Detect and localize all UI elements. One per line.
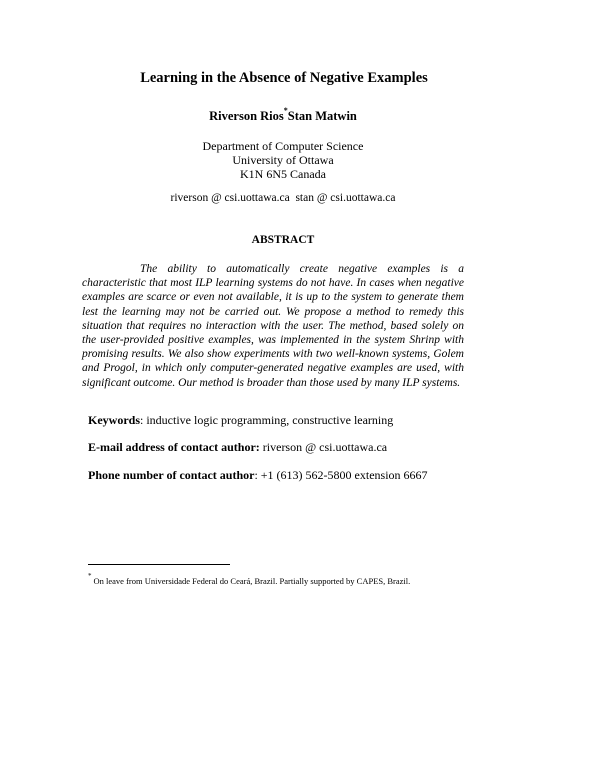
footnote-rule — [88, 564, 230, 565]
contact-email-line — [88, 440, 568, 455]
contact-email-label: E-mail address of contact author: — [88, 440, 260, 454]
contact-email-value: riverson @ csi.uottawa.ca — [259, 440, 388, 454]
author-emails: riverson @ csi.uottawa.ca stan @ csi.uottawa.ca — [170, 192, 396, 204]
paper-title: Learning in the Absence of Negative Examples — [140, 70, 428, 86]
keywords-label: Keywords — [88, 413, 140, 427]
keywords-value: : inductive logic programming, constructive learning — [140, 413, 394, 427]
affiliation-university: University of Ottawa — [232, 153, 334, 167]
contact-phone-value: : +1 (613) 562-5800 extension 6667 — [254, 468, 428, 482]
author-second: Stan Matwin — [287, 109, 357, 123]
affiliation-department: Department of Computer Science — [202, 139, 364, 153]
footnote-text: On leave from Universidade Federal do Ceará, Brazil. Partially supported by CAPES, Brazil. — [93, 576, 411, 586]
abstract-body: The ability to automatically create negative examples is a characteristic that most ILP learning systems do not have. In cases when negative examples are scarce or even not available, it is up to the system to generate them lest the learning may not be carried out. We propose a method to remedy this situation that requires no interaction with the user. The method, based solely on the user-provided positive examples, was implemented in the system Shrinp with promising results. We also show experiments with two well-known systems, Golem and Progol, in which only computer-generated negative examples are used, with significant outcome. Our method is broader than those used by many ILP systems. — [82, 263, 464, 389]
keywords-line — [88, 413, 568, 428]
footnote — [88, 572, 548, 586]
author-line — [0, 106, 566, 124]
contact-phone-line — [88, 468, 568, 483]
contact-phone-label: Phone number of contact author — [88, 468, 255, 482]
abstract-heading: ABSTRACT — [251, 234, 315, 246]
author-footnote-mark: * — [283, 106, 288, 115]
author-first: Riverson Rios — [209, 109, 284, 123]
affiliation-address: K1N 6N5 Canada — [240, 167, 326, 181]
footnote-mark: * — [88, 572, 92, 580]
